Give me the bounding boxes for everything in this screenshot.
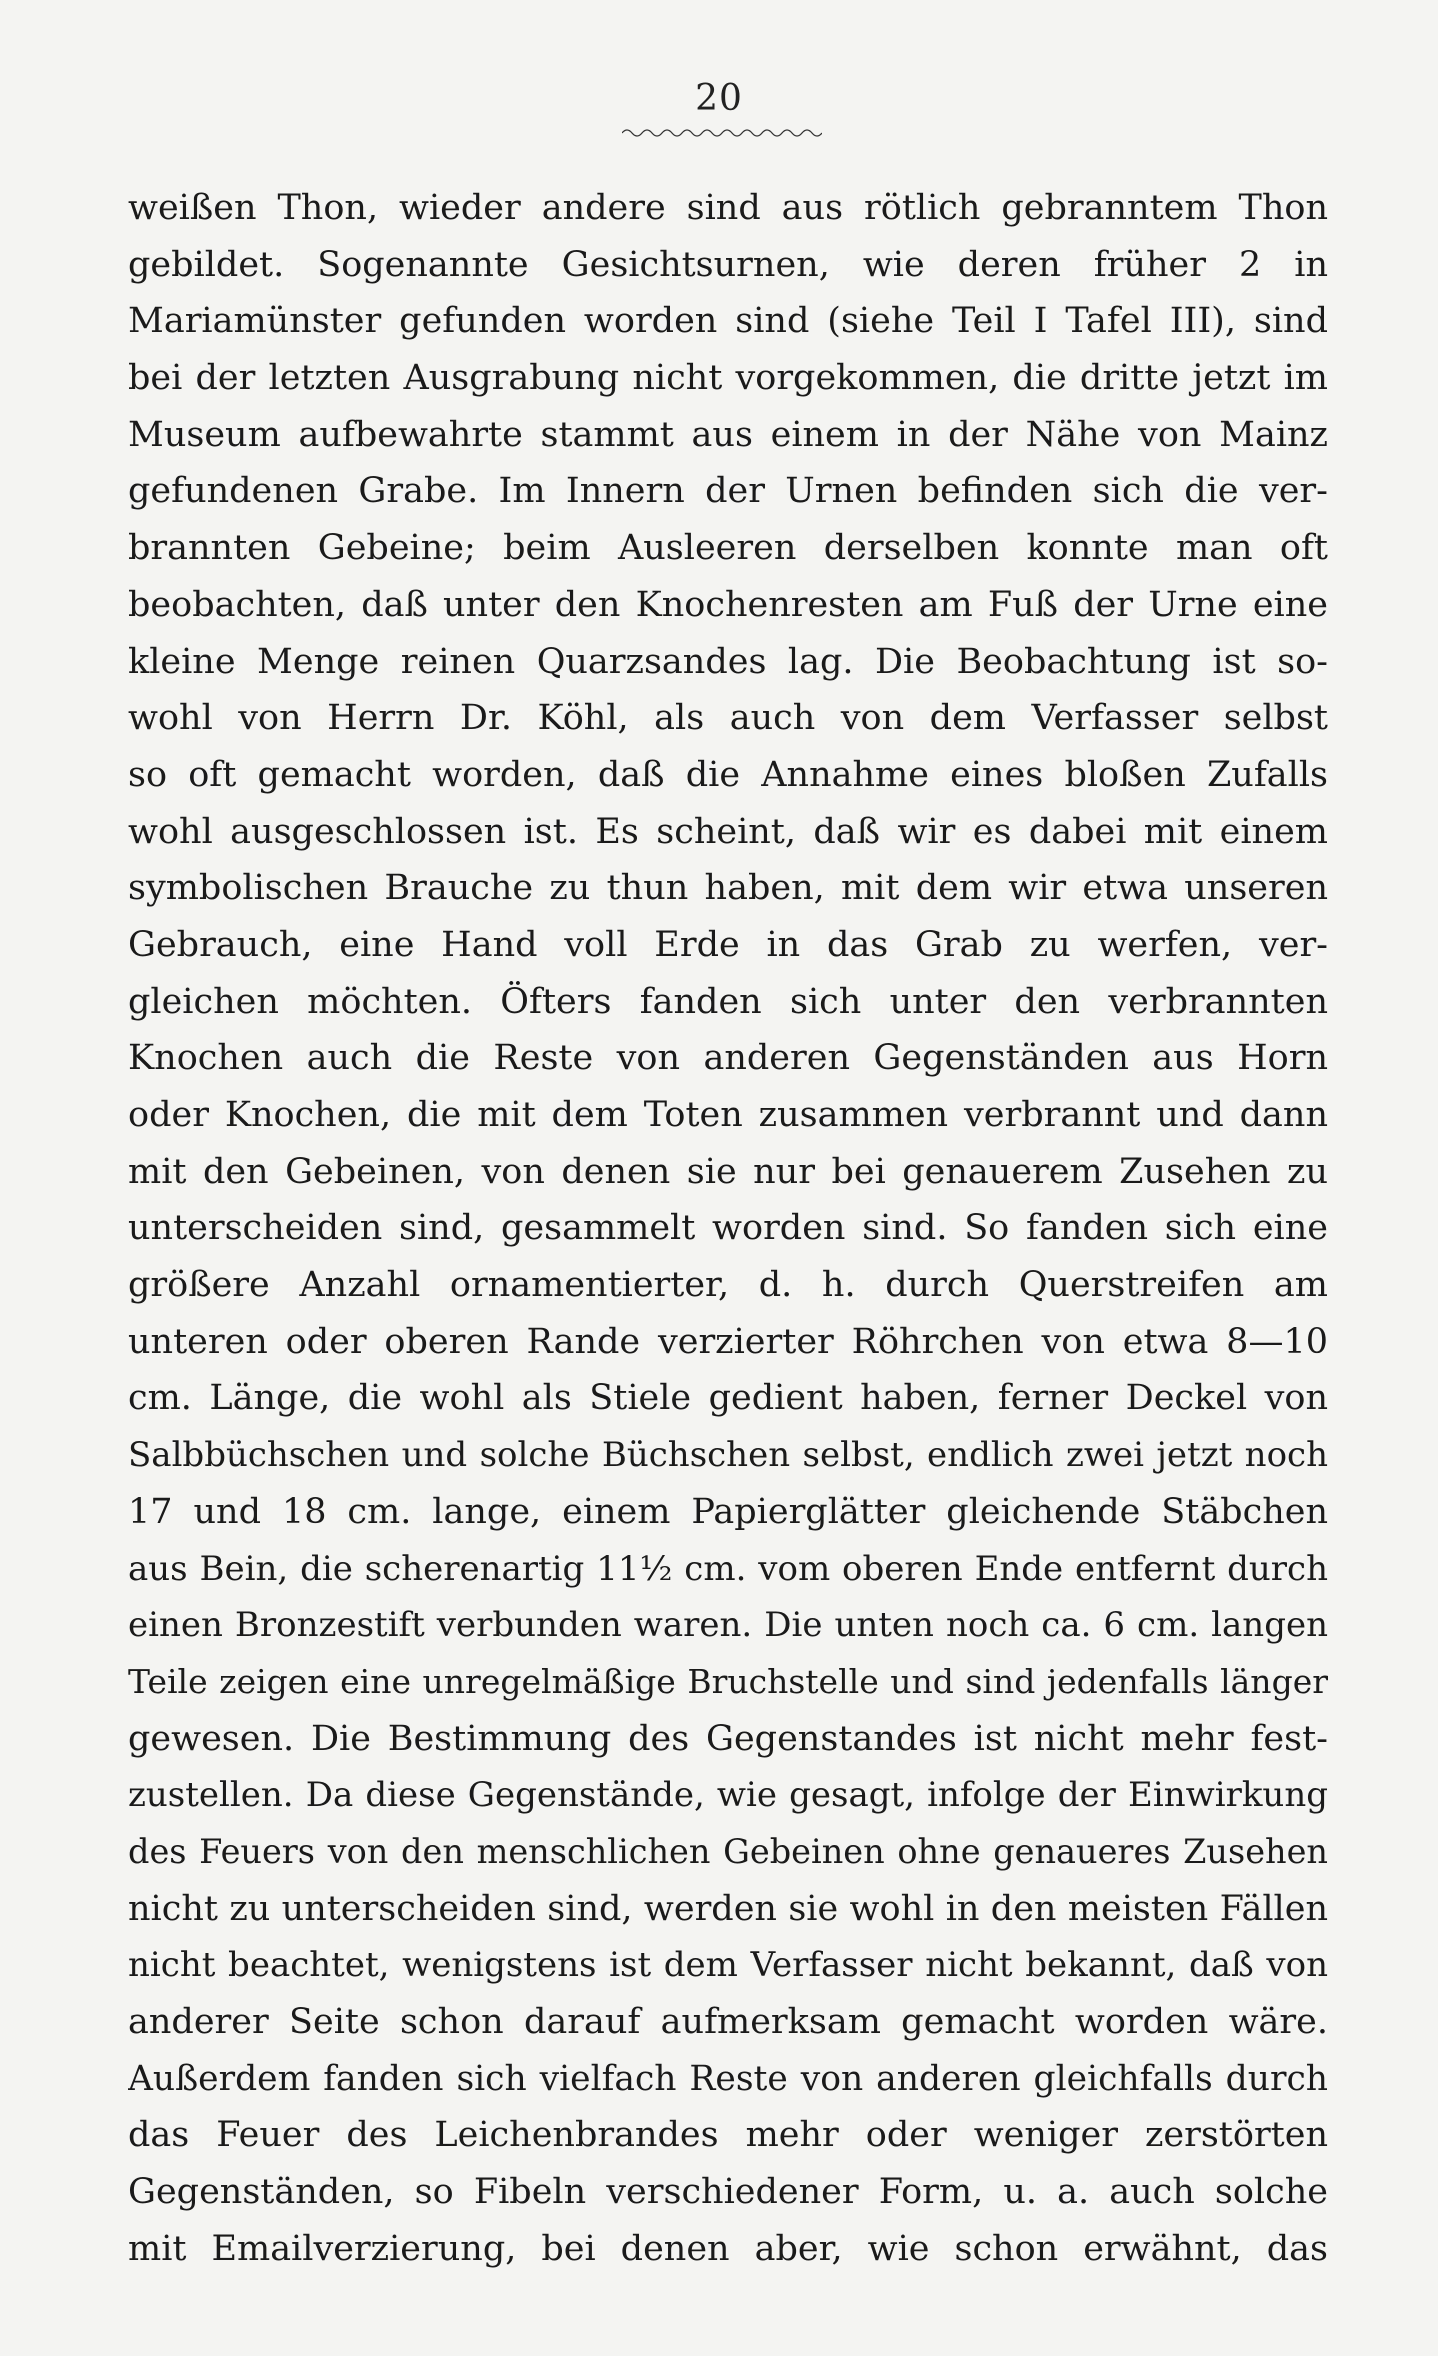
text-line: kleine Menge reinen Quarzsandes lag. Die Beobachtung ist so- (128, 641, 1328, 682)
text-line: symbolischen Brauche zu thun haben, mit dem wir etwa unseren (128, 868, 1328, 909)
text-line: gewesen. Die Bestimmung des Gegenstandes ist nicht mehr fest- (128, 1718, 1328, 1759)
text-line: mit Emailverzierung, bei denen aber, wie schon erwähnt, das (128, 2228, 1328, 2269)
text-line: oder Knochen, die mit dem Toten zusammen verbrannt und dann (128, 1095, 1328, 1135)
text-line: anderer Seite schon darauf aufmerksam gemacht worden wäre. (128, 2002, 1328, 2042)
text-line: Gebrauch, eine Hand voll Erde in das Grab zu werfen, ver- (128, 924, 1328, 965)
text-line: wohl ausgeschlossen ist. Es scheint, daß wir es dabei mit einem (128, 811, 1328, 852)
text-line: nicht beachtet, wenigstens ist dem Verfasser nicht bekannt, daß von (128, 1945, 1328, 1986)
text-line: unterscheiden sind, gesammelt worden sind. So fanden sich eine (128, 1208, 1328, 1249)
text-line: brannten Gebeine; beim Ausleeren derselben konnte man oft (128, 528, 1328, 569)
text-line: beobachten, daß unter den Knochenresten am Fuß der Urne eine (128, 584, 1328, 625)
text-line: zustellen. Da diese Gegenstände, wie gesagt, infolge der Einwirkung (128, 1775, 1328, 1816)
text-line: gefundenen Grabe. Im Innern der Urnen befinden sich die ver- (128, 471, 1328, 512)
text-line: weißen Thon, wieder andere sind aus rötlich gebranntem Thon (128, 188, 1328, 228)
text-line: mit den Gebeinen, von denen sie nur bei genauerem Zusehen zu (128, 1151, 1328, 1192)
body-text (128, 180, 1328, 2277)
text-line: nicht zu unterscheiden sind, werden sie wohl in den meisten Fällen (128, 1888, 1328, 1929)
text-line: Mariamünster gefunden worden sind (siehe Teil I Tafel III), sind (128, 301, 1328, 342)
text-line: Außerdem fanden sich vielfach Reste von anderen gleichfalls durch (128, 2058, 1328, 2099)
text-line: Knochen auch die Reste von anderen Gegenständen aus Horn (128, 1038, 1328, 1079)
text-line: so oft gemacht worden, daß die Annahme eines bloßen Zufalls (128, 754, 1328, 795)
text-line: einen Bronzestift verbunden waren. Die unten noch ca. 6 cm. langen (128, 1605, 1328, 1646)
page-number: 20 (695, 78, 743, 119)
decorative-rule-icon (622, 126, 822, 140)
text-line: Teile zeigen eine unregelmäßige Bruchstelle und sind jedenfalls länger (128, 1661, 1328, 1701)
text-line: des Feuers von den menschlichen Gebeinen ohne genaueres Zusehen (128, 1831, 1328, 1871)
text-line: größere Anzahl ornamentierter, d. h. durch Querstreifen am (128, 1265, 1328, 1306)
text-line: 17 und 18 cm. lange, einem Papierglätter gleichende Stäbchen (128, 1491, 1328, 1532)
text-line: Museum aufbewahrte stammt aus einem in der Nähe von Mainz (128, 414, 1328, 455)
text-line: gleichen möchten. Öfters fanden sich unter den verbrannten (128, 981, 1328, 1022)
text-line: cm. Länge, die wohl als Stiele gedient haben, ferner Deckel von (128, 1378, 1328, 1419)
text-line: Salbbüchschen und solche Büchschen selbst, endlich zwei jetzt noch (128, 1435, 1328, 1476)
text-line: Gegenständen, so Fibeln verschiedener Form, u. a. auch solche (128, 2172, 1328, 2213)
text-line: wohl von Herrn Dr. Köhl, als auch von dem Verfasser selbst (128, 698, 1328, 739)
text-line: unteren oder oberen Rande verzierter Röhrchen von etwa 8—10 (128, 1321, 1328, 1362)
text-line: aus Bein, die scherenartig 11½ cm. vom oberen Ende entfernt durch (128, 1548, 1328, 1589)
text-line: bei der letzten Ausgrabung nicht vorgekommen, die dritte jetzt im (128, 358, 1328, 399)
text-line: das Feuer des Leichenbrandes mehr oder weniger zerstörten (128, 2115, 1328, 2156)
text-line: gebildet. Sogenannte Gesichtsurnen, wie deren früher 2 in (128, 244, 1328, 285)
